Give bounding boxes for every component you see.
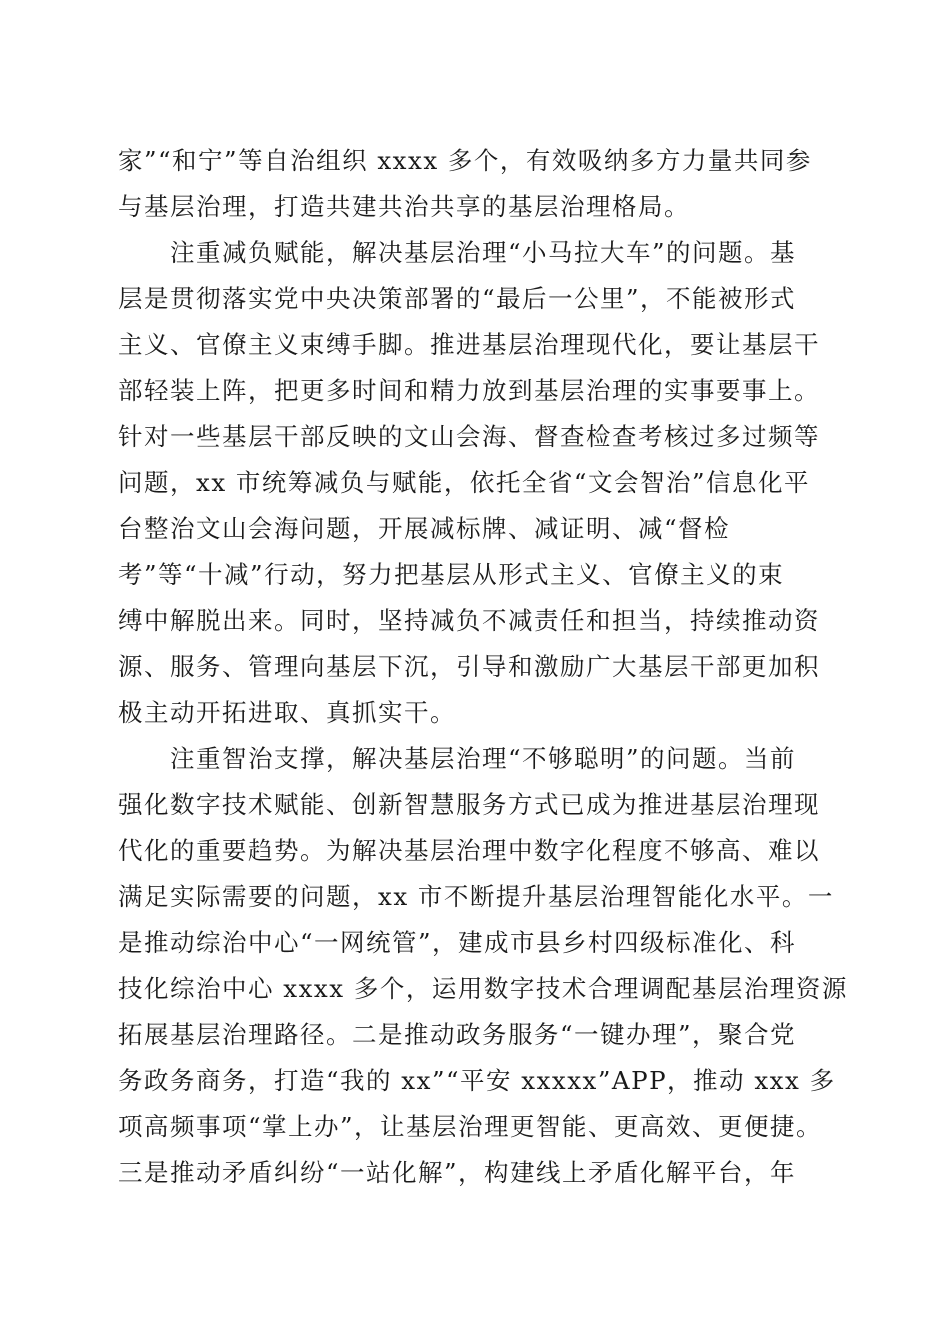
text-line: 项高频事项“掌上办”，让基层治理更智能、更高效、更便捷。 — [118, 1112, 823, 1141]
text-line: 主义、官僚主义束缚手脚。推进基层治理现代化，要让基层干 — [118, 330, 820, 359]
text-line: 家”“和宁”等自治组织 xxxx 多个，有效吸纳多方力量共同参 — [118, 146, 812, 175]
text-line: 考”等“十减”行动，努力把基层从形式主义、官僚主义的束 — [118, 560, 785, 589]
text-line: 技化综治中心 xxxx 多个，运用数字技术合理调配基层治理资源 — [118, 974, 848, 1003]
paragraph-start-line: 注重减负赋能，解决基层治理“小马拉大车”的问题。基 — [170, 238, 797, 267]
body-text — [118, 138, 848, 1196]
text-line: 是推动综治中心“一网统管”，建成市县乡村四级标准化、科 — [118, 928, 797, 957]
text-line: 三是推动矛盾纠纷“一站化解”，构建线上矛盾化解平台，年 — [118, 1158, 797, 1187]
paragraph-start-line: 注重智治支撑，解决基层治理“不够聪明”的问题。当前 — [170, 744, 797, 773]
text-line: 源、服务、管理向基层下沉，引导和激励广大基层干部更加积 — [118, 652, 820, 681]
text-line: 拓展基层治理路径。二是推动政务服务“一键办理”，聚合党 — [118, 1020, 797, 1049]
text-line: 满足实际需要的问题，xx 市不断提升基层治理智能化水平。一 — [118, 882, 834, 911]
text-line: 强化数字技术赋能、创新智慧服务方式已成为推进基层治理现 — [118, 790, 820, 819]
text-line: 缚中解脱出来。同时，坚持减负不减责任和担当，持续推动资 — [118, 606, 820, 635]
text-line: 极主动开拓进取、真抓实干。 — [118, 698, 456, 727]
text-line: 针对一些基层干部反映的文山会海、督查检查考核过多过频等 — [118, 422, 820, 451]
text-line: 问题，xx 市统筹减负与赋能，依托全省“文会智治”信息化平 — [118, 468, 810, 497]
text-line: 台整治文山会海问题，开展减标牌、减证明、减“督检 — [118, 514, 731, 543]
text-line: 与基层治理，打造共建共治共享的基层治理格局。 — [118, 192, 690, 221]
text-line: 代化的重要趋势。为解决基层治理中数字化程度不够高、难以 — [118, 836, 820, 865]
text-line: 层是贯彻落实党中央决策部署的“最后一公里”，不能被形式 — [118, 284, 797, 313]
text-line: 部轻装上阵，把更多时间和精力放到基层治理的实事要事上。 — [118, 376, 820, 405]
text-line: 务政务商务，打造“我的 xx”“平安 xxxxx”APP，推动 xxx 多 — [118, 1066, 836, 1095]
